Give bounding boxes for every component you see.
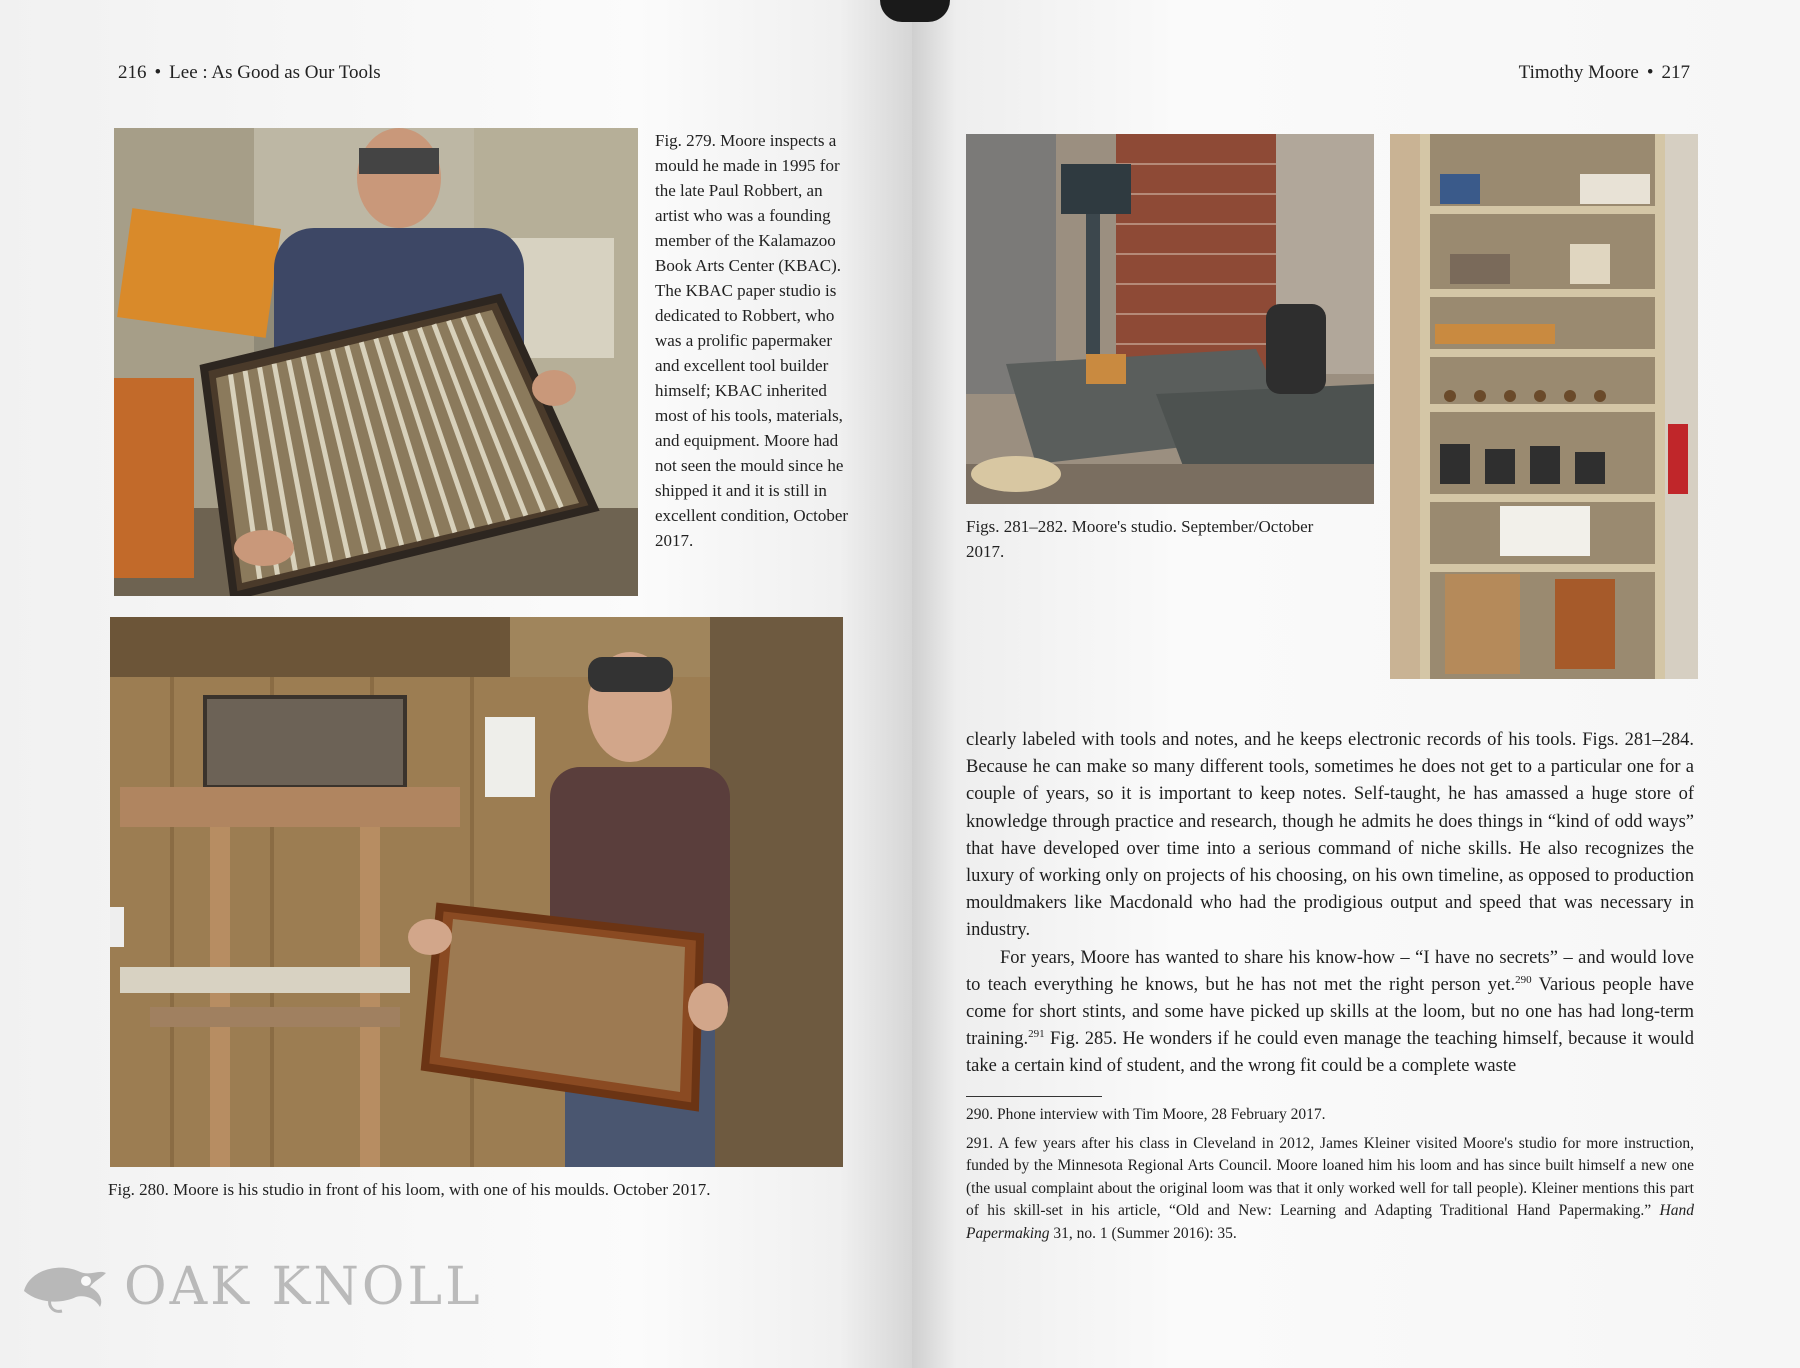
footnote-291-text: 291. A few years after his class in Cleveland in 2012, James Kleiner visited Moore's studio for more instruction, funded by the Minnesota Regional Arts Council. Moore loaned him his loom and has since built himself a new one (the usual complaint about the original loom was that it only worked well for tall people). Kleiner mentions this part of his skill-set in his article, “Old and New: Learning and Adapting Traditional Hand Papermaking.” [966, 1134, 1694, 1219]
oak-knoll-watermark [20, 1252, 483, 1322]
oak-knoll-logo-icon [20, 1259, 110, 1315]
right-running-head [1519, 62, 1690, 84]
left-running-title: Lee : As Good as Our Tools [169, 62, 381, 83]
left-running-head-separator: • [154, 62, 162, 83]
fig279-caption: Fig. 279. Moore inspects a mould he made in 1995 for the late Paul Robbert, an artist who was a founding member of the Kalamazoo Book Arts Center (KBAC). The KBAC paper studio is dedicated to Robbert, who was a prolific papermaker and excellent tool builder himself; KBAC inherited most of his tools, materials, and equipment. Moore had not seen the mould since he shipped it and it is still in excellent condition, October 2017. [655, 131, 849, 550]
left-page-number: 216 [118, 62, 147, 83]
body-paragraph-2-part-a: For years, Moore has wanted to share his know-how – “I have no secrets” – and would love to teach everything he knows, but he has not met the right person yet. [966, 947, 1694, 995]
right-running-title: Timothy Moore [1518, 62, 1639, 83]
footnote-ref-290[interactable]: 290 [1515, 973, 1532, 986]
fig281-photo [966, 134, 1374, 504]
body-paragraph-2-part-c: Fig. 285. He wonders if he could even manage the teaching himself, because it would take a certain kind of student, and the wrong fit could be a complete waste [966, 1029, 1694, 1077]
fig280-caption: Fig. 280. Moore is his studio in front of his loom, with one of his moulds. October 2017. [108, 1180, 711, 1199]
right-running-head-separator: • [1646, 62, 1654, 83]
right-page-number: 217 [1661, 62, 1690, 83]
body-text [966, 727, 1694, 1081]
binding-gutter [880, 0, 950, 22]
footnote-291-journal: Hand Papermaking [966, 1202, 1694, 1242]
footnote-divider [966, 1096, 1102, 1097]
footnote-ref-291[interactable]: 291 [1028, 1028, 1045, 1041]
fig282-photo [1390, 134, 1698, 679]
body-paragraph-2 [966, 945, 1694, 1081]
footnotes [966, 1104, 1694, 1251]
left-running-head [118, 62, 381, 84]
watermark-text: OAK KNOLL [124, 1257, 483, 1317]
body-paragraph-1: clearly labeled with tools and notes, and he keeps electronic records of his tools. Figs. 281–284. Because he can make so many different tools, sometimes he does not get to a particular one for a couple of years, so it is important to keep notes. Self-taught, he has amassed a huge store of knowledge through practice and research, though he admits he does things in “kind of odd ways” that have developed over time into a serious command of niche skills. He also recognizes the luxury of working only on projects of his choosing, on his own timeline, as opposed to production mouldmakers like Macdonald who had the prodigious output and speed that was necessary in industry. [966, 730, 1694, 941]
body-paragraph-2-part-b: Various people have come for short stints, and some have picked up skills at the loom, but no one has had long-term training. [966, 974, 1695, 1050]
footnote-290: 290. Phone interview with Tim Moore, 28 February 2017. [966, 1106, 1326, 1123]
fig279-photo [114, 128, 638, 596]
footnote-291 [966, 1133, 1694, 1246]
footnote-291-citation: 31, no. 1 (Summer 2016): 35. [1049, 1224, 1237, 1242]
fig281-caption: Figs. 281–282. Moore's studio. September/October 2017. [966, 517, 1314, 561]
fig280-photo [110, 617, 843, 1167]
